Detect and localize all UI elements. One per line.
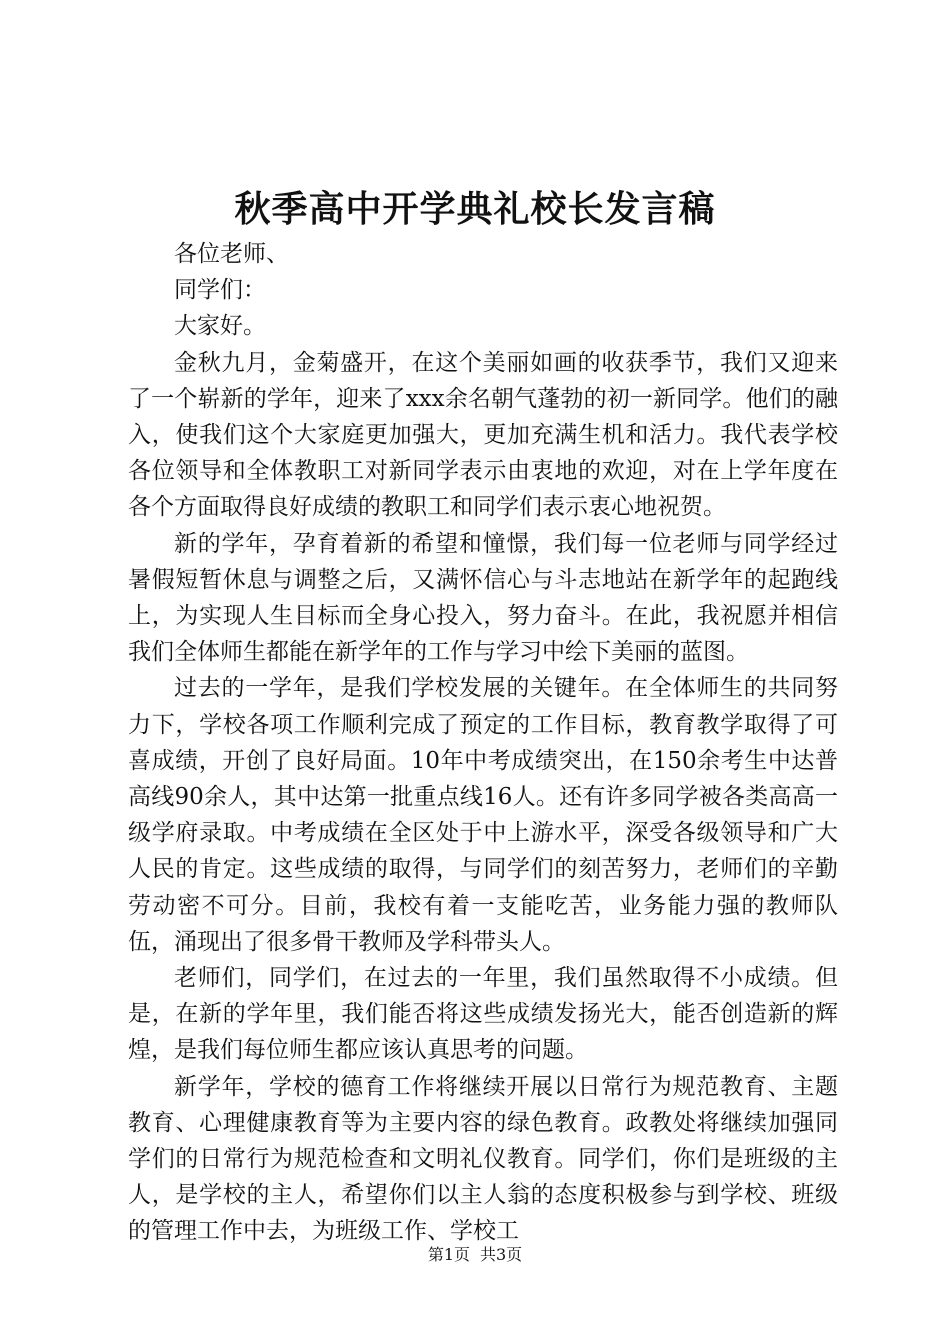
body-paragraph: 过去的一学年，是我们学校发展的关键年。在全体师生的共同努力下，学校各项工作顺利完成了预定的工作目标，教育教学取得了可喜成绩，开创了良好局面。10年中考成绩突出，在150余考生中达普高线90余人，其中达第一批重点线16人。还有许多同学被各类高高一级学府录取。中考成绩在全区处于中上游水平，深受各级领导和广大人民的肯定。这些成绩的取得，与同学们的刻苦努力，老师们的辛勤劳动密不可分。目前，我校有着一支能吃苦，业务能力强的教师队伍，涌现出了很多骨干教师及学科带头人。 [128, 675, 838, 955]
body-paragraph: 新的学年，孕育着新的希望和憧憬，我们每一位老师与同学经过暑假短暂休息与调整之后，又满怀信心与斗志地站在新学年的起跑线上，为实现人生目标而全身心投入，努力奋斗。在此，我祝愿并相信我们全体师生都能在新学年的工作与学习中绘下美丽的蓝图。 [128, 530, 838, 666]
greeting: 大家好。 [174, 313, 266, 340]
salutation-students: 同学们： [174, 277, 266, 304]
page-number: 第1页 [427, 1245, 470, 1264]
body-paragraph: 老师们，同学们，在过去的一年里，我们虽然取得不小成绩。但是，在新的学年里，我们能否将这些成绩发扬光大，能否创造新的辉煌，是我们每位师生都应该认真思考的问题。 [128, 965, 838, 1064]
salutation-teachers: 各位老师、 [174, 241, 289, 267]
body-paragraph: 金秋九月，金菊盛开，在这个美丽如画的收获季节，我们又迎来了一个崭新的学年，迎来了xxx余名朝气蓬勃的初一新同学。他们的融入，使我们这个大家庭更加强大，更加充满生机和活力。我代表学校各位领导和全体教职工对新同学表示由衷地的欢迎，对在上学年度在各个方面取得良好成绩的教职工和同学们表示衷心地祝贺。 [128, 349, 838, 521]
body-paragraph: 新学年，学校的德育工作将继续开展以日常行为规范教育、主题教育、心理健康教育等为主要内容的绿色教育。政教处将继续加强同学们的日常行为规范检查和文明礼仪教育。同学们，你们是班级的主人，是学校的主人，希望你们以主人翁的态度积极参与到学校、班级的管理工作中去，为班级工作、学校工 [128, 1073, 838, 1245]
page-title: 秋季高中开学典礼校长发言稿 [234, 188, 716, 230]
document-body [128, 236, 838, 1250]
page-total: 共3页 [480, 1245, 523, 1264]
page-footer [0, 1243, 950, 1267]
